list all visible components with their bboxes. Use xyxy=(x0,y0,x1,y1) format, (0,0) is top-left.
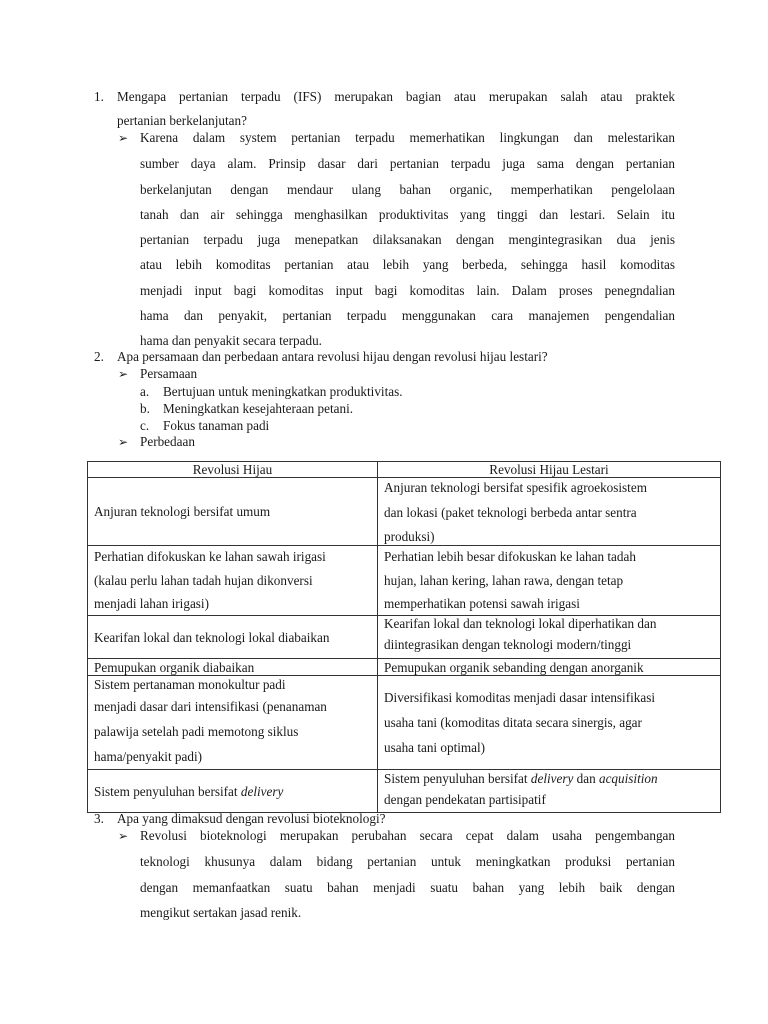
cell-text: Sistem penyuluhan bersifat xyxy=(384,771,531,786)
table-header: Revolusi Hijau Lestari xyxy=(378,462,721,478)
cell-line: Kearifan lokal dan teknologi lokal diabaikan xyxy=(94,629,330,645)
arrow-bullet-icon: ➢ xyxy=(118,435,129,449)
q1-question-line1: Mengapa pertanian terpadu (IFS) merupakan bagian atau merupakan salah atau praktek xyxy=(117,89,675,104)
table-row xyxy=(88,616,721,659)
table-cell xyxy=(378,616,721,659)
q1-answer-line: menjadi input bagi komoditas input bagi komoditas lain. Dalam proses penegndalian xyxy=(140,283,675,298)
cell-italic-text: delivery xyxy=(240,783,284,799)
persamaan-label: Persamaan xyxy=(140,366,198,381)
table-cell xyxy=(88,770,378,813)
q3-answer-line: teknologi khusunya dalam bidang pertanian untuk meningkatkan produksi pertanian xyxy=(140,854,675,869)
q1-answer-line: berkelanjutan dengan mendaur ulang bahan organic, memperhatikan pengelolaan xyxy=(140,182,675,197)
q3-answer-line: mengikut sertakan jasad renik. xyxy=(140,905,302,920)
q1-answer-line: tanah dan air sehingga menghasilkan produktivitas yang tinggi dan lestari. Selain itu xyxy=(140,207,675,222)
q3-number: 3. xyxy=(94,811,104,826)
cell-line: diintegrasikan dengan teknologi modern/tinggi xyxy=(384,637,632,652)
cell-line: Kearifan lokal dan teknologi lokal diperhatikan dan xyxy=(384,616,657,631)
table-cell xyxy=(378,659,721,676)
arrow-bullet-icon: ➢ xyxy=(118,367,129,381)
q3-answer-line: dengan memanfaatkan suatu bahan menjadi suatu bahan yang lebih baik dengan xyxy=(140,880,675,895)
table-row xyxy=(88,478,721,546)
table-cell xyxy=(378,770,721,813)
list-marker: c. xyxy=(140,418,150,433)
cell-line: Pemupukan organik sebanding dengan anorganik xyxy=(384,659,644,675)
table-cell xyxy=(378,546,721,616)
table-row xyxy=(88,546,721,616)
q1-answer-line: sumber daya alam. Prinsip dasar dari pertanian terpadu juga sama dengan pertanian xyxy=(140,156,675,171)
persamaan-item: Meningkatkan kesejahteraan petani. xyxy=(163,401,354,416)
cell-line: Perhatian difokuskan ke lahan sawah irigasi xyxy=(94,549,326,564)
cell-line: hama/penyakit padi) xyxy=(94,749,203,764)
table-row xyxy=(88,676,721,770)
table-cell xyxy=(88,478,378,546)
table-row xyxy=(88,770,721,813)
cell-line: Sistem pertanaman monokultur padi xyxy=(94,677,286,692)
table-cell xyxy=(378,676,721,770)
cell-line: memperhatikan potensi sawah irigasi xyxy=(384,596,580,611)
cell-line: usaha tani (komoditas ditata secara sinergis, agar xyxy=(384,715,642,730)
cell-italic-text: delivery xyxy=(530,771,574,786)
cell-line: Perhatian lebih besar difokuskan ke lahan tadah xyxy=(384,549,636,564)
cell-line: hujan, lahan kering, lahan rawa, dengan tetap xyxy=(384,573,624,588)
list-marker: a. xyxy=(140,384,150,399)
table-cell xyxy=(88,616,378,659)
cell-italic-text: acquisition xyxy=(598,771,658,786)
cell-line: Pemupukan organik diabaikan xyxy=(94,659,255,675)
persamaan-item: Bertujuan untuk meningkatkan produktivitas. xyxy=(163,384,403,399)
list-marker: b. xyxy=(140,401,150,416)
cell-line: usaha tani optimal) xyxy=(384,740,486,755)
q1-answer-line: atau lebih komoditas pertanian atau lebih yang berbeda, sehingga hasil komoditas xyxy=(140,257,675,272)
q1-answer-line: Karena dalam system pertanian terpadu memerhatikan lingkungan dan melestarikan xyxy=(140,130,675,145)
perbedaan-label: Perbedaan xyxy=(140,434,195,449)
q1-answer-line: hama dan penyakit, pertanian terpadu menggunakan cara manajemen pengendalian xyxy=(140,308,675,323)
table-cell xyxy=(88,676,378,770)
q1-answer-line: pertanian terpadu juga menepatkan dilaksanakan dengan mengintegrasikan dua jenis xyxy=(140,232,675,247)
cell-line xyxy=(94,779,371,804)
cell-text: Sistem penyuluhan bersifat xyxy=(94,783,241,799)
table-cell xyxy=(378,478,721,546)
comparison-table xyxy=(87,461,721,813)
table-header-row xyxy=(88,462,721,478)
table-cell xyxy=(88,659,378,676)
cell-line: (kalau perlu lahan tadah hujan dikonversi xyxy=(94,573,313,588)
q1-question-line2: pertanian berkelanjutan? xyxy=(117,113,247,128)
q3-question: Apa yang dimaksud dengan revolusi bioteknologi? xyxy=(117,811,386,826)
cell-line: dan lokasi (paket teknologi berbeda antar sentra xyxy=(384,504,637,520)
cell-text: dan xyxy=(573,771,599,786)
table-row xyxy=(88,659,721,676)
cell-line: produksi) xyxy=(384,528,435,544)
cell-line xyxy=(384,770,714,787)
arrow-bullet-icon: ➢ xyxy=(118,829,129,843)
q2-question: Apa persamaan dan perbedaan antara revolusi hijau dengan revolusi hijau lestari? xyxy=(117,349,548,364)
arrow-bullet-icon: ➢ xyxy=(118,131,129,145)
persamaan-item: Fokus tanaman padi xyxy=(163,418,270,433)
table-cell xyxy=(88,546,378,616)
cell-line: Diversifikasi komoditas menjadi dasar intensifikasi xyxy=(384,690,656,705)
table-header: Revolusi Hijau xyxy=(88,462,378,478)
cell-line: Anjuran teknologi bersifat umum xyxy=(94,504,271,519)
q1-number: 1. xyxy=(94,89,104,104)
cell-line: menjadi dasar dari intensifikasi (penanaman xyxy=(94,699,327,714)
cell-line: Anjuran teknologi bersifat spesifik agroekosistem xyxy=(384,479,647,495)
cell-line: palawija setelah padi memotong siklus xyxy=(94,724,299,739)
cell-line: menjadi lahan irigasi) xyxy=(94,596,209,611)
cell-line: dengan pendekatan partisipatif xyxy=(384,792,546,807)
q3-answer-line: Revolusi bioteknologi merupakan perubahan secara cepat dalam usaha pengembangan xyxy=(140,828,675,843)
q2-number: 2. xyxy=(94,349,104,364)
q1-answer-line: hama dan penyakit secara terpadu. xyxy=(140,333,322,348)
